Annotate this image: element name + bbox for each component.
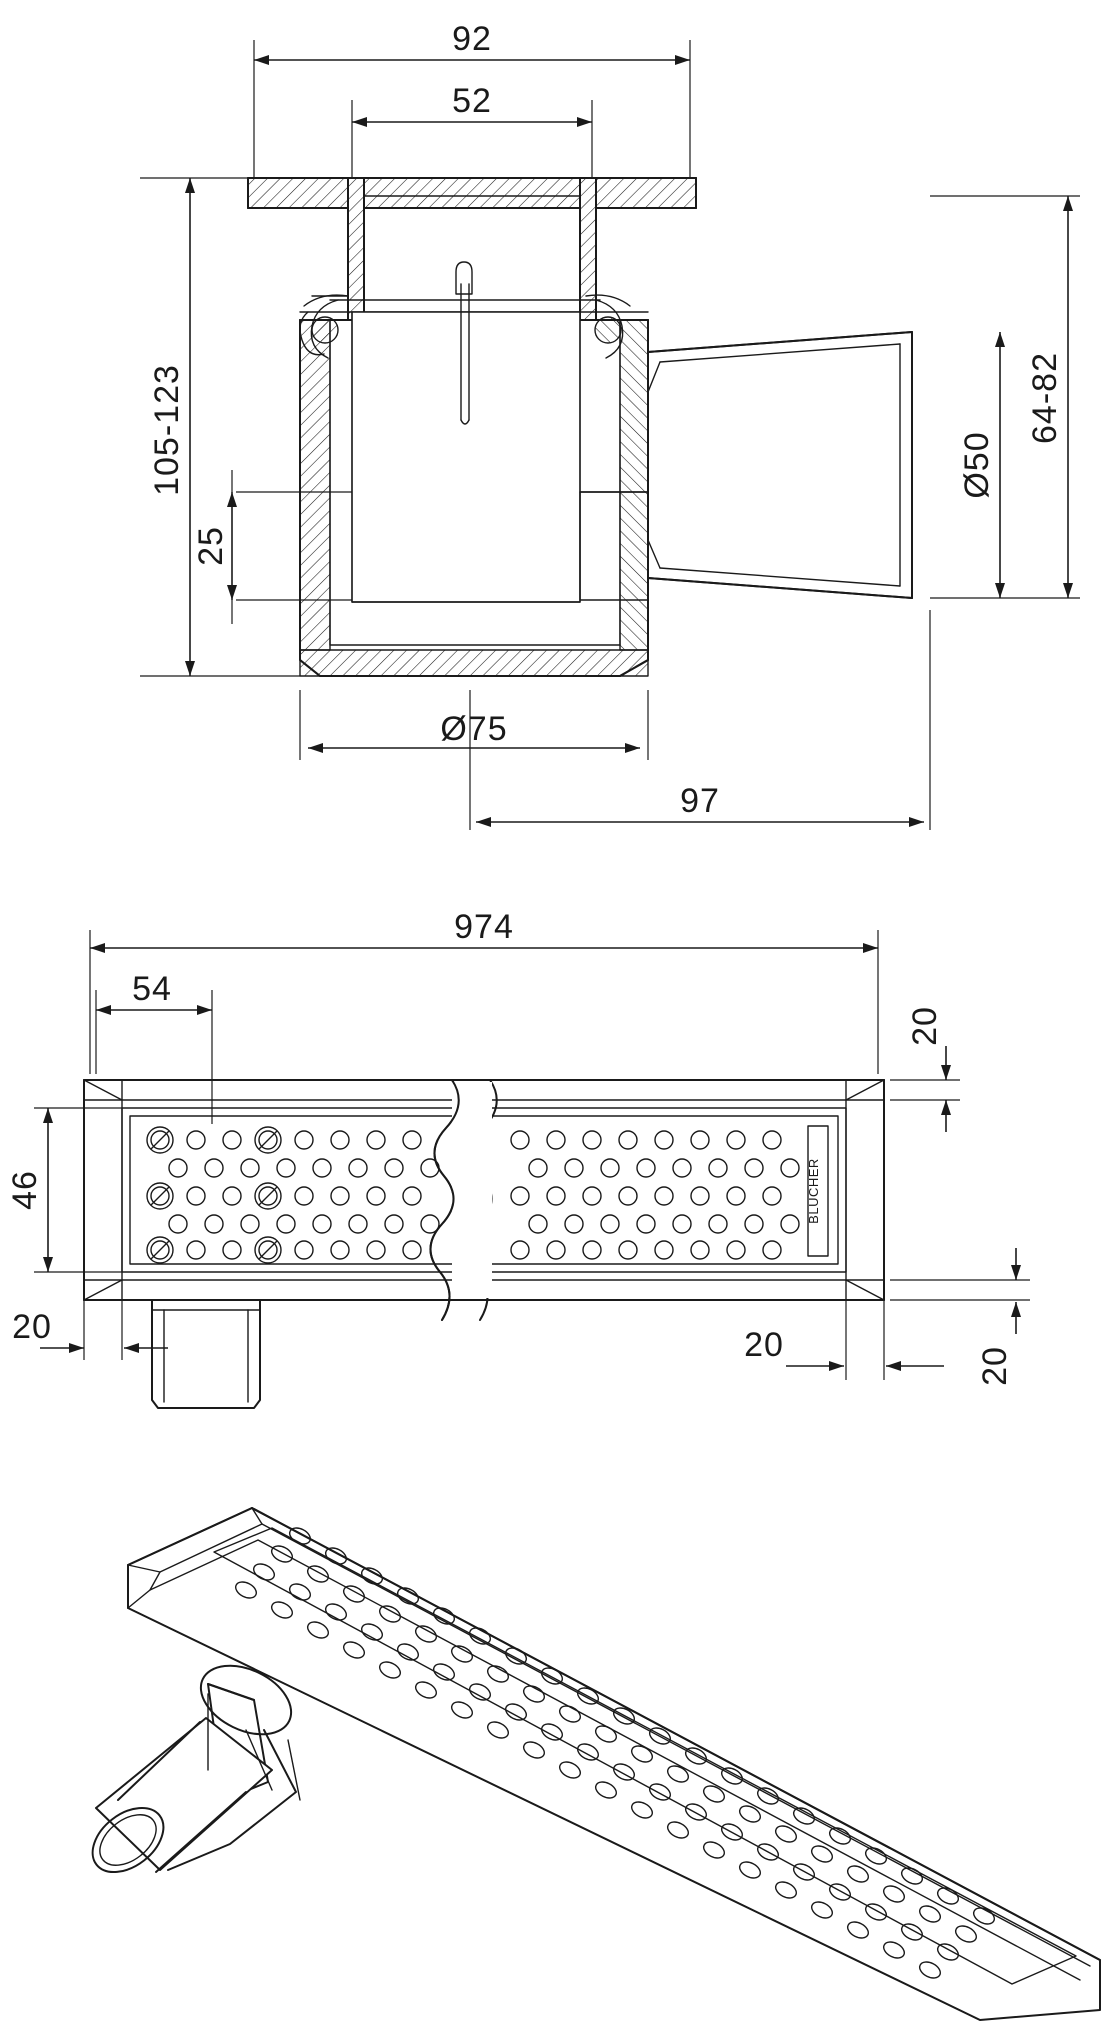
dim-20-top-right: 20: [906, 1006, 944, 1046]
dim-20-bottom-right: 20: [976, 1346, 1014, 1386]
brand-label: BLUCHER: [806, 1158, 821, 1224]
dim-64-82: 64-82: [1026, 352, 1064, 444]
isometric-view-geometry: [80, 1508, 1100, 2020]
dim-105-123: 105-123: [148, 364, 186, 496]
dim-54: 54: [132, 970, 172, 1008]
dim-92: 92: [452, 20, 492, 58]
dim-25: 25: [192, 526, 230, 566]
dim-52: 52: [452, 82, 492, 120]
dim-46: 46: [6, 1170, 44, 1210]
dim-97: 97: [680, 782, 720, 820]
dim-20-bottom-left: 20: [12, 1308, 52, 1346]
dim-d50: Ø50: [958, 431, 996, 499]
dim-974: 974: [454, 908, 514, 946]
section-view-geometry: [236, 178, 912, 676]
dim-d75: Ø75: [440, 710, 508, 748]
dim-20-bottom-mid: 20: [744, 1326, 784, 1364]
